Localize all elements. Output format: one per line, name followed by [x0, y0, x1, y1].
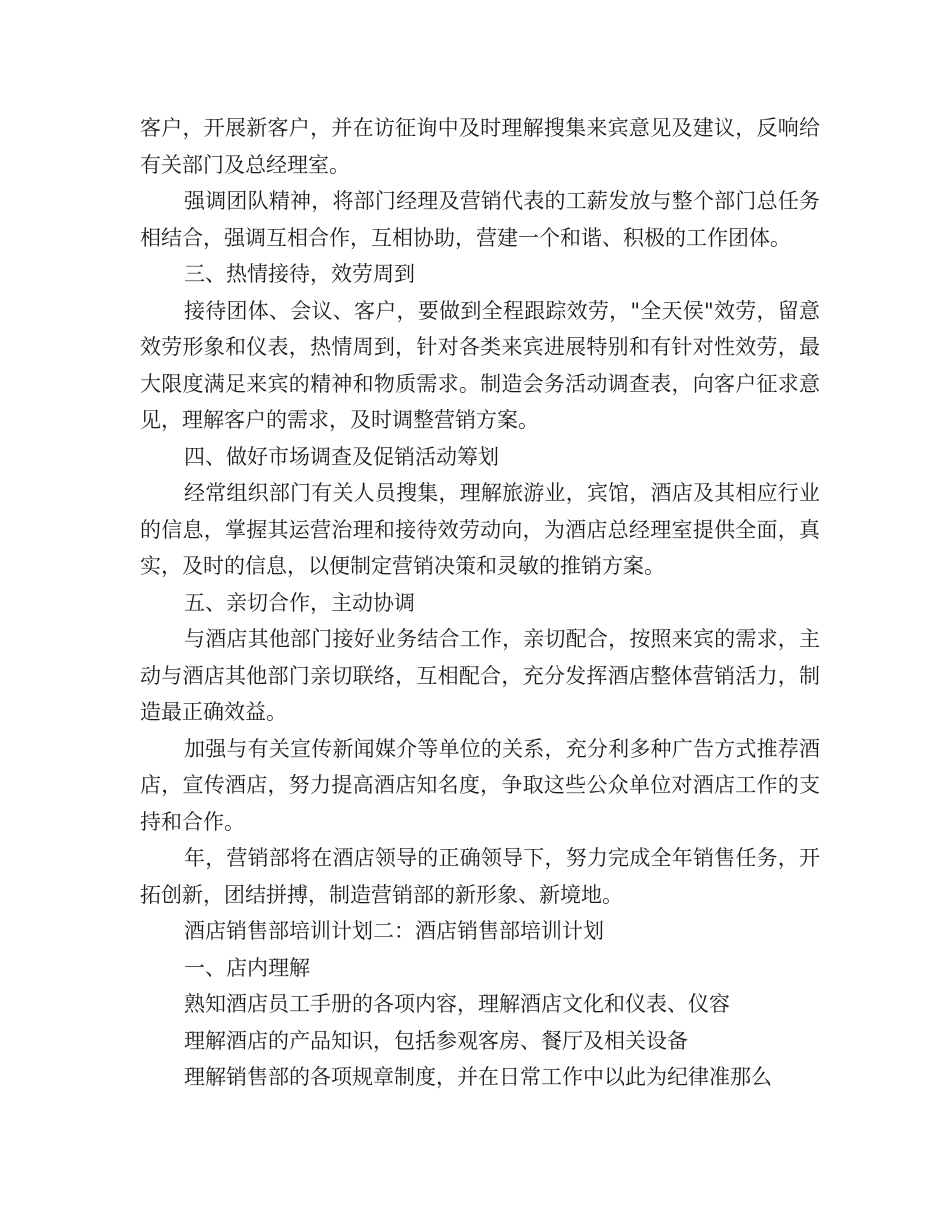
list-item-1: 熟知酒店员工手册的各项内容，理解酒店文化和仪表、仪容: [184, 992, 730, 1016]
paragraph-2: 强调团队精神，将部门经理及营销代表的工薪发放与整个部门总任务相结合，强调互相合作，互相协助，营建一个和谐、积极的工作团体。: [140, 189, 820, 250]
section-heading-1: 一、店内理解: [184, 955, 310, 980]
paragraph-8: 与酒店其他部门接好业务结合工作，亲切配合，按照来宾的需求，主动与酒店其他部门亲切联络，互相配合，充分发挥酒店整体营销活力，制造最正确效益。: [140, 627, 820, 724]
section-heading-5: 五、亲切合作，主动协调: [184, 590, 415, 615]
list-item-2: 理解酒店的产品知识，包括参观客房、餐厅及相关设备: [184, 1028, 688, 1053]
section-heading-4: 四、做好市场调查及促销活动筹划: [184, 444, 499, 469]
paragraph-9: 加强与有关宣传新闻媒介等单位的关系，充分利多种广告方式推荐酒店，宣传酒店，努力提高酒店知名度，争取这些公众单位对酒店工作的支持和合作。: [140, 736, 820, 834]
paragraph-6: 经常组织部门有关人员搜集，理解旅游业，宾馆，酒店及其相应行业的信息，掌握其运营治理和接待效劳动向，为酒店总经理室提供全面，真实，及时的信息，以便制定营销决策和灵敏的推销方案。: [140, 481, 820, 578]
document-page: [140, 110, 820, 1096]
plan-title: 酒店销售部培训计划二：酒店销售部培训计划: [184, 919, 604, 943]
list-item-3: 理解销售部的各项规章制度，并在日常工作中以此为纪律准那么: [184, 1065, 772, 1089]
paragraph-4: 接待团体、会议、客户，要做到全程跟踪效劳，"全天侯"效劳，留意效劳形象和仪表，热情周到，针对各类来宾进展特别和有针对性效劳，最大限度满足来宾的精神和物质需求。制造会务活动调查表，向客户征求意见，理解客户的需求，及时调整营销方案。: [140, 298, 820, 432]
paragraph-10: 年，营销部将在酒店领导的正确领导下，努力完成全年销售任务，开拓创新，团结拼搏，制造营销部的新形象、新境地。: [140, 846, 820, 907]
paragraph-1: 客户，开展新客户，并在访征询中及时理解搜集来宾意见及建议，反响给有关部门及总经理室。: [140, 116, 820, 177]
section-heading-3: 三、热情接待，效劳周到: [184, 262, 415, 286]
